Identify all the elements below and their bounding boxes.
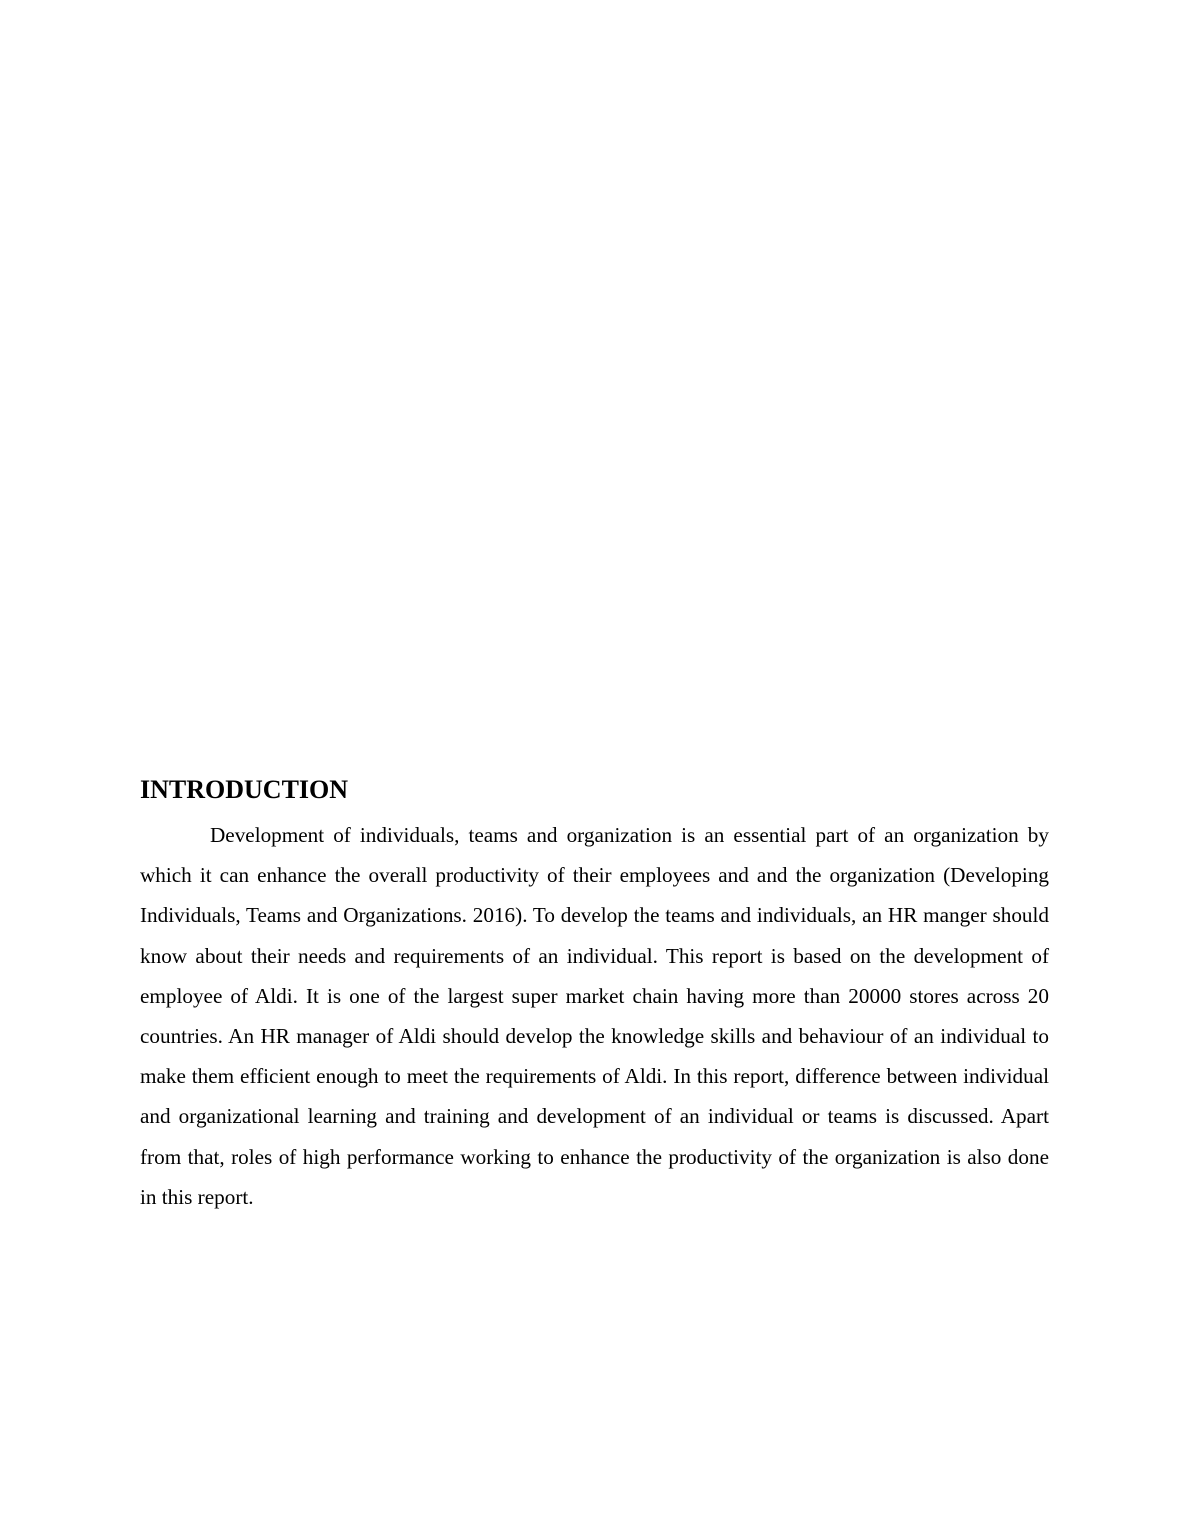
section-heading: INTRODUCTION bbox=[140, 775, 349, 804]
introduction-paragraph: Development of individuals, teams and organization is an essential part of an organization by which it can enhance the overall productivity of their employees and and the organization (Developing Individuals, Teams and Organizations. 2016). To develop the teams and individuals, an HR manger should know about their needs and requirements of an individual. This report is based on the development of employee of Aldi. It is one of the largest super market chain having more than 20000 stores across 20 countries. An HR manager of Aldi should develop the knowledge skills and behaviour of an individual to make them efficient enough to meet the requirements of Aldi. In this report, difference between individual and organizational learning and training and development of an individual or teams is discussed. Apart from that, roles of high performance working to enhance the productivity of the organization is also done in this report. bbox=[140, 823, 1049, 1209]
introduction-section bbox=[140, 773, 1049, 1217]
